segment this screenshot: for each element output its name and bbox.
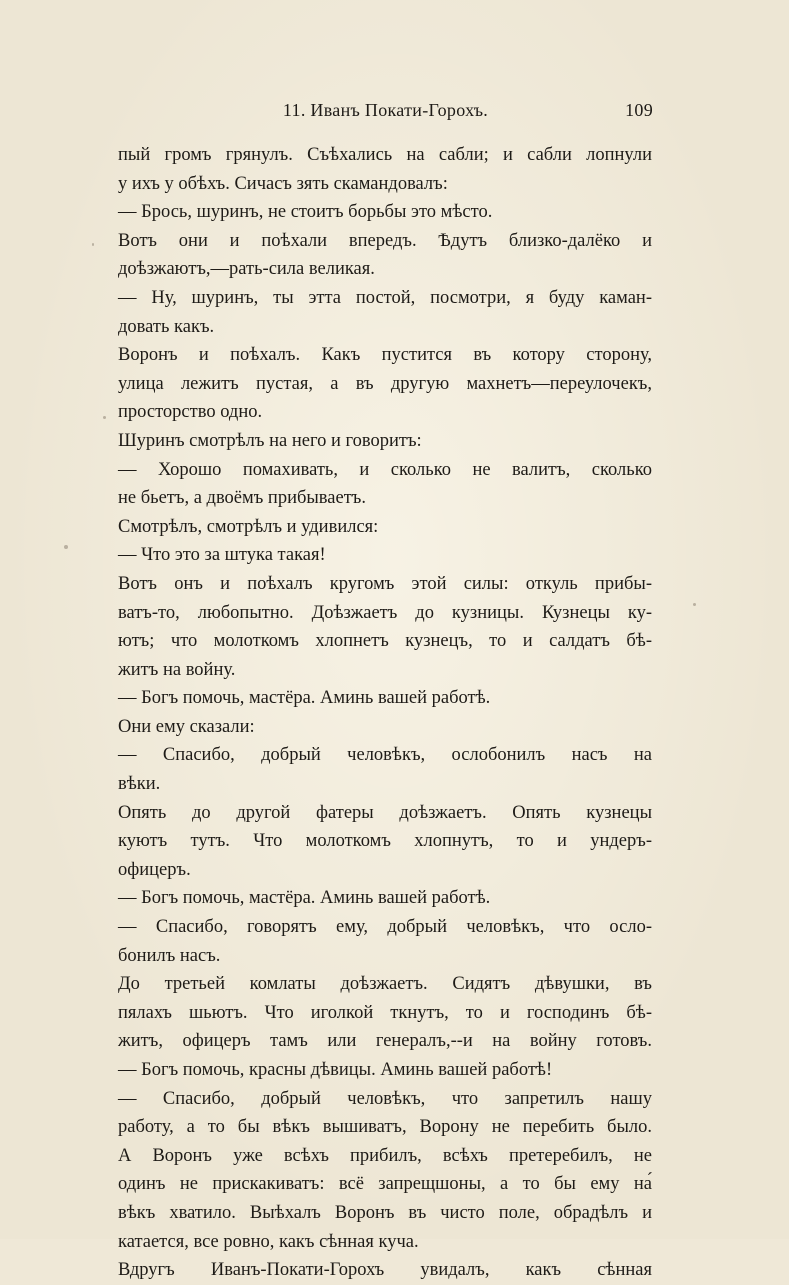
text-line: куютъ тутъ. Что молоткомъ хлопнутъ, то и ундеръ- xyxy=(118,831,652,852)
text-line: Вотъ они и поѣхали впередъ. Ѣдутъ близко-далёко и xyxy=(118,230,652,251)
text-line: житъ, офицеръ тамъ или генералъ,--и на войну готовъ. xyxy=(118,1031,652,1052)
body-text xyxy=(118,141,652,1285)
text-line: Вотъ онъ и поѣхалъ кругомъ этой силы: откуль прибы- xyxy=(118,573,652,594)
text-line: ватъ-то, любопытно. Доѣзжаетъ до кузницы. Кузнецы ку- xyxy=(118,602,652,623)
text-line: вѣки. xyxy=(118,774,161,795)
text-line: пялахъ шьютъ. Что иголкой ткнутъ, то и господинъ бѣ- xyxy=(118,1002,652,1023)
text-line: — Спасибо, добрый человѣкъ, что запретилъ нашу xyxy=(118,1088,652,1109)
running-header xyxy=(118,100,653,128)
text-line: — Ну, шуринъ, ты этта постой, посмотри, я буду каман- xyxy=(118,287,652,308)
text-line: — Богъ помочь, красны дѣвицы. Аминь вашей работѣ! xyxy=(118,1060,553,1080)
text-line: — Спасибо, добрый человѣкъ, ослобонилъ насъ на xyxy=(118,745,652,766)
text-line: Опять до другой фатеры доѣзжаетъ. Опять кузнецы xyxy=(118,802,652,823)
text-line: вѣкъ хватило. Выѣхалъ Воронъ въ чисто поле, обрадѣлъ и xyxy=(118,1202,652,1223)
text-line: доѣзжаютъ,—рать-сила великая. xyxy=(118,259,375,280)
text-line: — Брось, шуринъ, не стоитъ борьбы это мѣсто. xyxy=(118,202,493,223)
text-line: Смотрѣлъ, смотрѣлъ и удивился: xyxy=(118,516,379,537)
text-line: работу, а то бы вѣкъ вышиватъ, Ворону не перебить было. xyxy=(118,1117,652,1138)
text-line: Шуринъ смотрѣлъ на него и говоритъ: xyxy=(118,430,422,451)
paper-speck xyxy=(64,545,68,549)
text-line: одинъ не прискакиватъ: всё запрещшоны, а то бы ему на́ xyxy=(118,1174,652,1195)
text-line: Они ему сказали: xyxy=(118,716,255,737)
paper-speck xyxy=(693,603,696,606)
text-line: улица лежитъ пустая, а въ другую махнетъ—переулочекъ, xyxy=(118,373,652,394)
text-line: Вдругъ Иванъ-Покати-Горохъ увидалъ, какъ сѣнная xyxy=(118,1260,652,1281)
text-line: — Спасибо, говорятъ ему, добрый человѣкъ, что осло- xyxy=(118,917,652,938)
text-line: ютъ; что молоткомъ хлопнетъ кузнецъ, то и салдатъ бѣ- xyxy=(118,631,652,652)
text-line: пый громъ грянулъ. Съѣхались на сабли; и сабли лопнули xyxy=(118,145,652,165)
text-line: просторство одно. xyxy=(118,402,263,423)
running-title: 11. Иванъ Покати-Горохъ. xyxy=(282,100,489,120)
text-line: довать какъ. xyxy=(118,316,215,337)
text-line: катается, все ровно, какъ сѣнная куча. xyxy=(118,1231,419,1252)
text-line: офицеръ. xyxy=(118,859,191,880)
text-line: не бьетъ, а двоёмъ прибываетъ. xyxy=(118,488,366,509)
text-line: — Богъ помочь, мастёра. Аминь вашей работѣ. xyxy=(118,688,491,709)
text-line: бонилъ насъ. xyxy=(118,945,221,966)
paper-speck xyxy=(103,416,106,419)
text-line: До третьей комлаты доѣзжаетъ. Сидятъ дѣвушки, въ xyxy=(118,974,652,995)
text-line: — Богъ помочь, мастёра. Аминь вашей работѣ. xyxy=(118,888,491,909)
text-line: — Хорошо помахивать, и сколько не валитъ, сколько xyxy=(118,459,652,480)
text-line: житъ на войну. xyxy=(118,659,236,680)
text-line: — Что это за штука такая! xyxy=(118,545,326,566)
paper-speck xyxy=(92,243,94,246)
text-line: Воронъ и поѣхалъ. Какъ пустится въ котору сторону, xyxy=(118,345,652,366)
page-number: 109 xyxy=(625,100,653,120)
text-line: А Воронъ уже всѣхъ прибилъ, всѣхъ претеребилъ, не xyxy=(118,1145,652,1166)
text-line: у ихъ у обѣхъ. Сичасъ зять скамандовалъ: xyxy=(118,173,448,194)
